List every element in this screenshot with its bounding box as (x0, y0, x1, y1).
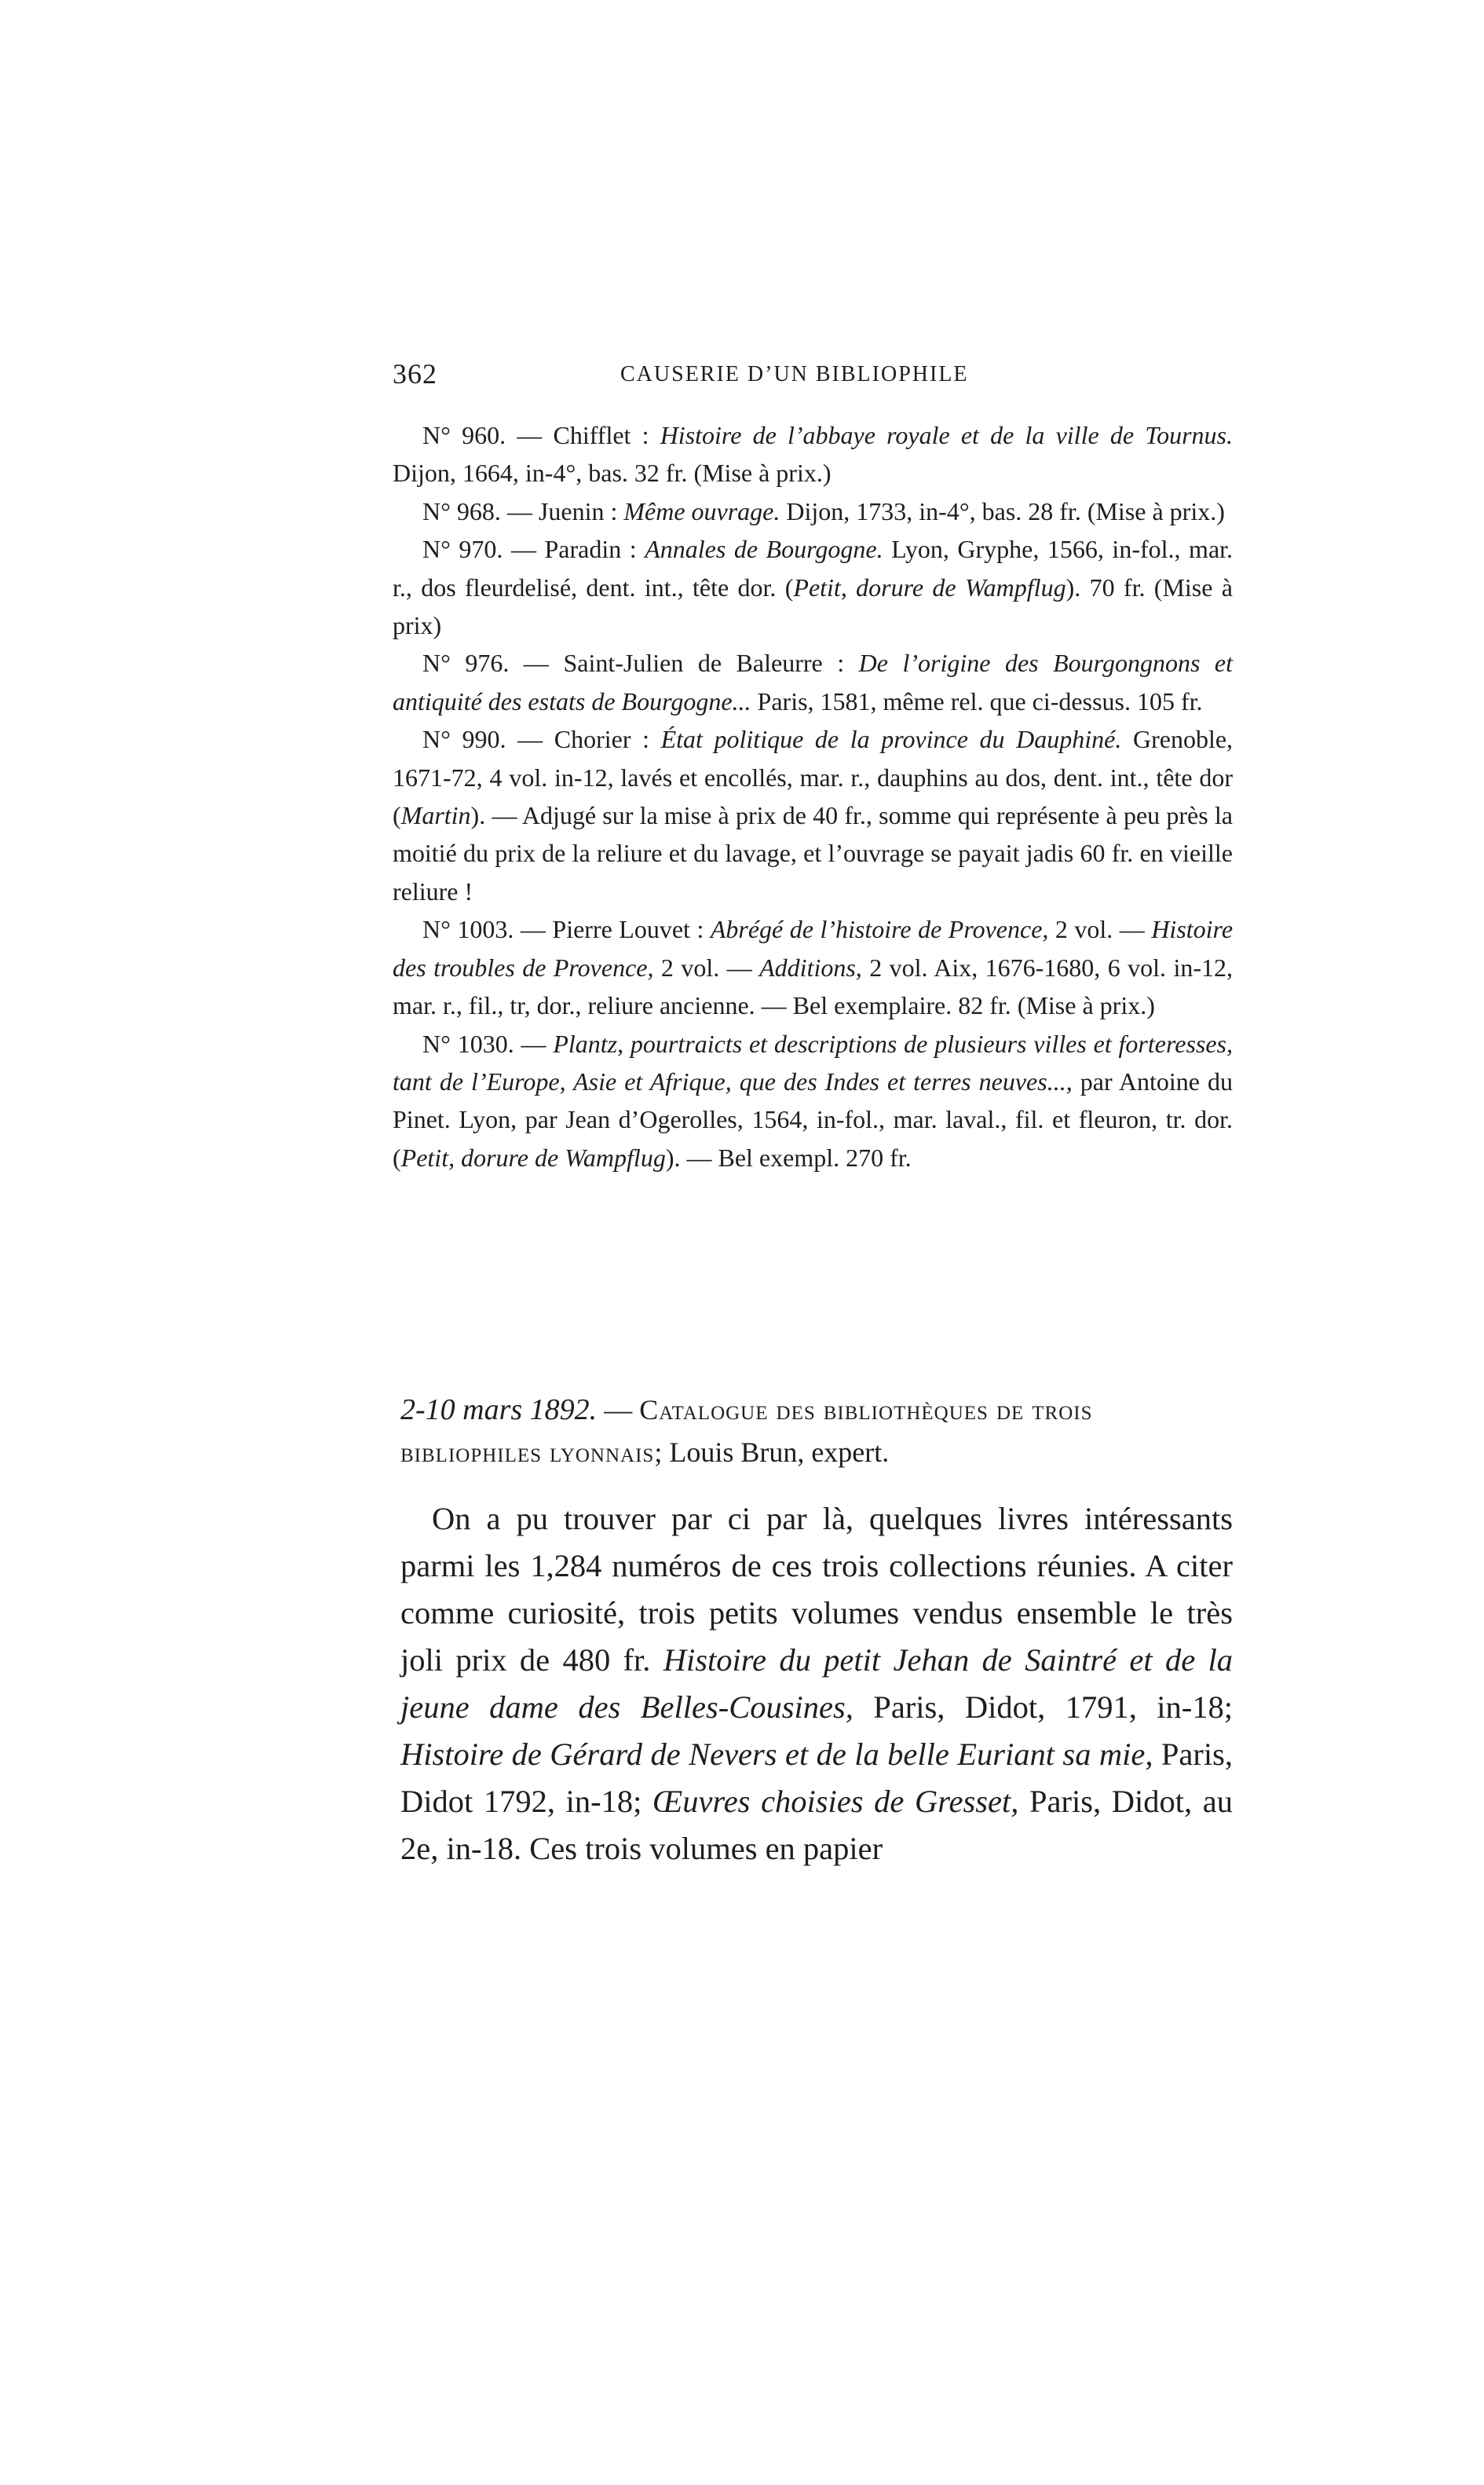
entry-author: Juenin : (538, 496, 618, 525)
catalogue-entry: N° 1030. — Plantz, pourtraicts et descriptions de plusieurs villes et forteresses, tant de l’Europe, Asie et Afrique, que des Indes et terres neuves..., par Antoine du Pinet. Lyon, par Jean d’Ogerolles, 1564, in-fol., mar. laval., fil. et fleuron, tr. dor. (Petit, dorure de Wampflug). — Bel exempl. 270 fr. (393, 1029, 1234, 1172)
page-number: 362 (393, 358, 437, 390)
entry-title-3: Additions, (759, 953, 862, 982)
entry-title: État politique de la province du Dauphiné. (660, 725, 1122, 754)
entry-details: Paris, 1581, même rel. que ci-dessus. 105 fr. (757, 686, 1203, 715)
paragraph-text: Paris, Didot, 1791, in-18; (873, 1689, 1234, 1725)
catalogue-entry: N° 1003. — Pierre Louvet : Abrégé de l’histoire de Provence, 2 vol. — Histoire des troubles de Provence, 2 vol. — Additions, 2 vol. Aix, 1676-1680, 6 vol. in-12, mar. r., fil., tr, dor., reliure ancienne. — Bel exemplaire. 82 fr. (Mise à prix.) (393, 915, 1234, 1020)
entry-author: Paradin : (544, 535, 637, 564)
entry-binder: Petit, dorure de Wampflug (793, 573, 1066, 602)
book-title: Histoire du petit Jehan de Saintré et de la jeune dame des Belles-Cousines, (400, 1642, 1234, 1725)
lot-number: N° 1003. (422, 915, 514, 944)
lot-number: N° 960. (422, 421, 506, 449)
lot-number: N° 1030. (422, 1029, 514, 1058)
entry-details: par Antoine du Pinet. Lyon, par Jean d’Ogerolles, 1564, in-fol., mar. laval., fil. et fleuron, tr. dor. ( (393, 1067, 1234, 1172)
sale-title: Catalogue des bibliothèques de trois bibliophiles lyonnais (400, 1394, 1093, 1468)
entry-details-end: ). 70 fr. (Mise à prix) (393, 573, 1234, 640)
paragraph-text: Paris, Didot 1792, in-18; (400, 1737, 1234, 1819)
body-paragraph (400, 1495, 1233, 1872)
catalogue-entry: N° 968. — Juenin : Même ouvrage. Dijon, 1733, in-4°, bas. 28 fr. (Mise à prix.) (422, 496, 1225, 525)
page-header (393, 357, 1233, 404)
entry-title: Histoire de l’abbaye royale et de la ville de Tournus. (660, 421, 1234, 449)
paragraph-text: Paris, Didot, au 2e, in-18. Ces trois volumes en papier (400, 1784, 1233, 1866)
entry-author: Pierre Louvet : (552, 915, 704, 944)
entry-title: Même ouvrage. (623, 496, 780, 525)
entry-details-end: ). — Adjugé sur la mise à prix de 40 fr., somme qui représente à peu près la moitié du prix de la reliure et du lavage, et l’ouvrage se payait jadis 60 fr. en vieille reliure ! (393, 801, 1233, 906)
entry-title: Annales de Bourgogne. (645, 535, 883, 564)
sale-heading (400, 1389, 1233, 1473)
entry-details: Grenoble, 1671-72, 4 vol. in-12, lavés et encollés, mar. r., dauphins au dos, dent. int., tête dor ( (393, 725, 1234, 830)
catalogue-entry: N° 990. — Chorier : État politique de la province du Dauphiné. Grenoble, 1671-72, 4 vol. in-12, lavés et encollés, mar. r., dauphins au dos, dent. int., tête dor (Martin). — Adjugé sur la mise à prix de 40 fr., somme qui représente à peu près la moitié du prix de la reliure et du lavage, et l’ouvrage se payait jadis 60 fr. en vieille reliure ! (393, 725, 1234, 906)
sale-date: 2-10 mars 1892. (400, 1393, 598, 1426)
entry-title: Abrégé de l’histoire de Provence, (710, 915, 1049, 944)
entry-title: Plantz, pourtraicts et descriptions de plusieurs villes et forteresses, tant de l’Europe, Asie et Afrique, que des Indes et terres neuves..., (393, 1029, 1234, 1096)
entry-author: Chorier : (554, 725, 649, 754)
lot-number: N° 968. (422, 496, 501, 525)
catalogue-entry: N° 970. — Paradin : Annales de Bourgogne. Lyon, Gryphe, 1566, in-fol., mar. r., dos fleurdelisé, dent. int., tête dor. (Petit, dorure de Wampflug). 70 fr. (Mise à prix) (393, 535, 1234, 640)
entry-details: Dijon, 1733, in-4°, bas. 28 fr. (Mise à prix.) (786, 496, 1225, 525)
paragraph-text: On a pu trouver par ci par là, quelques livres intéressants parmi les 1,284 numéros de ces trois collections réunies. A citer comme curiosité, trois petits volumes vendus ensemble le très joli prix de 480 fr. (400, 1501, 1233, 1678)
entry-title: De l’origine des Bourgongnons et antiquité des estats de Bourgogne... (393, 649, 1234, 715)
running-title: CAUSERIE D’UN BIBLIOPHILE (620, 362, 969, 386)
lot-number: N° 990. (422, 725, 506, 754)
entry-details: Lyon, Gryphe, 1566, in-fol., mar. r., dos fleurdelisé, dent. int., tête dor. ( (393, 535, 1234, 602)
sale-expert: ; Louis Brun, expert. (654, 1436, 890, 1468)
entry-details-end: ). — Bel exempl. 270 fr. (665, 1143, 912, 1172)
entry-details: 2 vol. Aix, 1676-1680, 6 vol. in-12, mar. r., fil., tr, dor., reliure ancienne. — Bel exemplaire. 82 fr. (Mise à prix.) (393, 953, 1234, 1020)
book-title: Histoire de Gérard de Nevers et de la belle Euriant sa mie, (400, 1737, 1153, 1772)
book-title: Œuvres choisies de Gresset, (652, 1784, 1019, 1819)
entry-author: Saint-Julien de Baleurre : (563, 649, 845, 678)
sale-dash: — (604, 1394, 633, 1425)
catalogue-entries (393, 416, 1233, 1177)
entry-part: 2 vol. — (660, 953, 752, 982)
catalogue-entry: N° 976. — Saint-Julien de Baleurre : De l’origine des Bourgongnons et antiquité des estats de Bourgogne... Paris, 1581, même rel. que ci-dessus. 105 fr. (393, 649, 1234, 715)
lot-number: N° 970. (422, 535, 503, 564)
entry-part: 2 vol. — (1055, 915, 1145, 944)
entry-binder: Petit, dorure de Wampflug (400, 1143, 666, 1172)
entry-binder: Martin (400, 801, 471, 830)
entry-details: Dijon, 1664, in-4°, bas. 32 fr. (Mise à prix.) (393, 459, 832, 488)
entry-title-2: Histoire des troubles de Provence, (393, 915, 1234, 982)
lot-number: N° 976. (422, 649, 510, 678)
entry-author: Chifflet : (553, 421, 649, 449)
catalogue-entry: N° 960. — Chifflet : Histoire de l’abbaye royale et de la ville de Tournus. Dijon, 1664, in-4°, bas. 32 fr. (Mise à prix.) (393, 421, 1234, 488)
